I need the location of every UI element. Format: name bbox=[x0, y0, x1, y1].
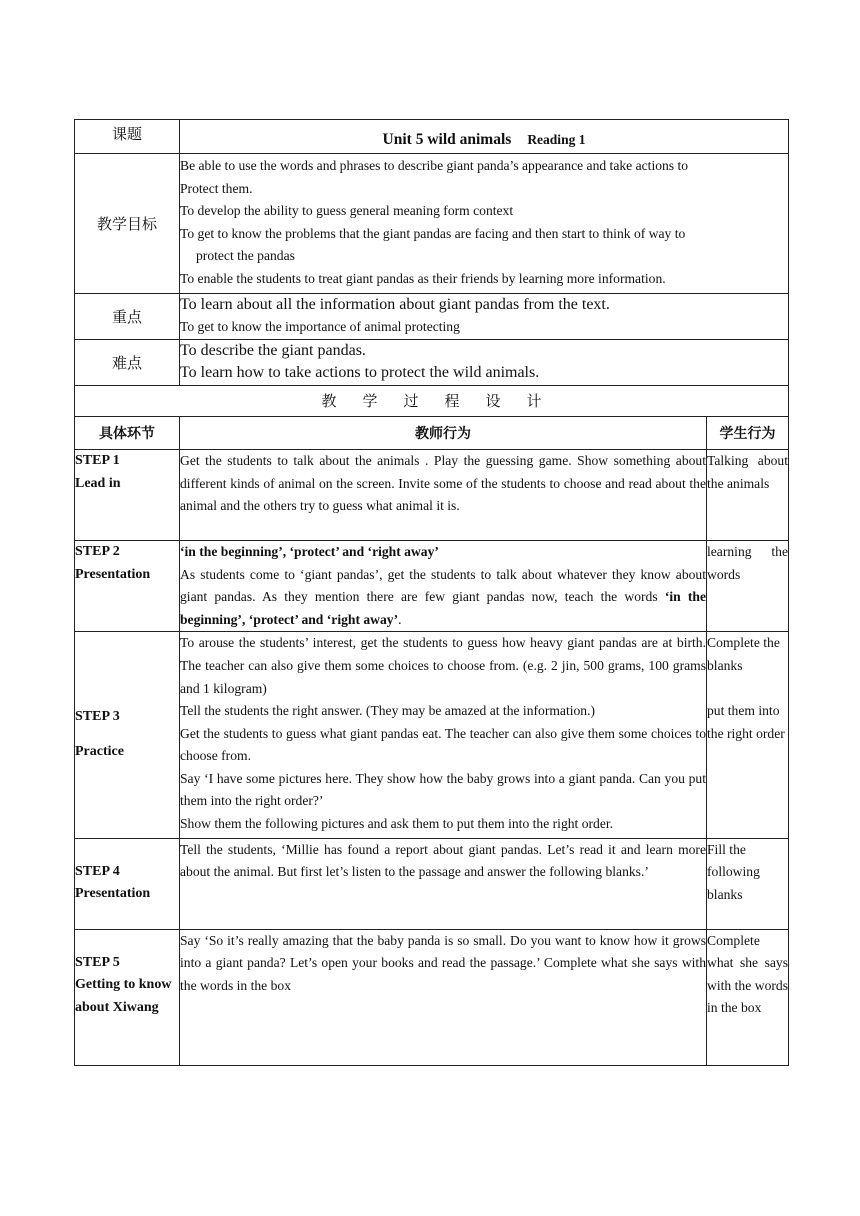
step-name: STEP 2 bbox=[75, 543, 120, 559]
key-points-row bbox=[75, 293, 789, 339]
student-activity-a: Complete the blanks bbox=[707, 635, 780, 673]
step-row bbox=[75, 449, 789, 540]
difficult-points-content bbox=[180, 339, 789, 385]
column-header-teacher: 教师行为 bbox=[180, 416, 707, 449]
step-name-cell bbox=[75, 838, 180, 929]
step-row bbox=[75, 540, 789, 631]
key-points-label: 重点 bbox=[75, 293, 180, 339]
objective-line: To get to know the problems that the giant pandas are facing and then start to think of way to bbox=[180, 225, 686, 241]
teacher-paragraph: Say ‘I have some pictures here. They show how the baby grows into a giant panda. Can you put them into the right order?’ bbox=[180, 770, 706, 809]
teacher-activity bbox=[180, 632, 707, 838]
step-name-cell bbox=[75, 632, 180, 838]
teacher-activity-end: . bbox=[398, 611, 402, 627]
objective-line: Be able to use the words and phrases to describe giant panda’s appearance and take actions to bbox=[180, 158, 689, 173]
key-point-line: To get to know the importance of animal protecting bbox=[180, 319, 460, 335]
student-activity: Talking about the animals bbox=[707, 449, 789, 540]
step-name: STEP 1 bbox=[75, 452, 120, 468]
column-header-student: 学生行为 bbox=[707, 416, 789, 449]
objectives-label: 教学目标 bbox=[75, 154, 180, 294]
column-header-row bbox=[75, 416, 789, 449]
student-activity bbox=[707, 632, 789, 838]
teacher-paragraph: Show them the following pictures and ask them to put them into the right order. bbox=[180, 816, 614, 832]
lesson-plan-table bbox=[74, 119, 789, 1066]
teacher-activity-keywords: ‘in the beginning’, ‘protect’ and ‘right away’ bbox=[180, 589, 707, 627]
teacher-activity bbox=[180, 540, 707, 631]
step-name: STEP 5 bbox=[75, 954, 120, 970]
topic-row bbox=[75, 120, 789, 154]
difficult-points-row bbox=[75, 339, 789, 385]
objectives-content bbox=[180, 154, 789, 294]
step-phase: Presentation bbox=[75, 566, 151, 582]
step-phase: Practice bbox=[75, 743, 124, 759]
lesson-title-text: Unit 5 wild animals bbox=[382, 130, 512, 148]
objective-line: To develop the ability to guess general meaning form context bbox=[180, 203, 514, 219]
column-header-step: 具体环节 bbox=[75, 416, 180, 449]
step-name: STEP 3 bbox=[75, 709, 120, 725]
lesson-title bbox=[180, 120, 789, 154]
difficult-point-line: To describe the giant pandas. bbox=[180, 341, 366, 359]
step-name-cell bbox=[75, 449, 180, 540]
step-row bbox=[75, 632, 789, 838]
student-activity: learning the words bbox=[707, 540, 789, 631]
teacher-activity: Get the students to talk about the animals . Play the guessing game. Show something about different kinds of animal on the screen. Invite some of the students to choose and read about the animal and the others try to guess what animal it is. bbox=[180, 449, 707, 540]
objectives-row bbox=[75, 154, 789, 294]
step-row bbox=[75, 838, 789, 929]
topic-label: 课题 bbox=[75, 120, 180, 154]
lesson-subtitle: Reading 1 bbox=[527, 131, 586, 147]
step-phase: Lead in bbox=[75, 475, 121, 491]
step-name-cell bbox=[75, 540, 180, 631]
student-activity: Complete what she says with the words in the box bbox=[707, 929, 789, 1065]
key-point-line: To learn about all the information about giant pandas from the text. bbox=[180, 295, 610, 313]
teacher-activity: Tell the students, ‘Millie has found a report about giant pandas. Let’s read it and learn more about the animal. But first let’s listen to the passage and answer the following blanks.’ bbox=[180, 838, 707, 929]
difficult-points-label: 难点 bbox=[75, 339, 180, 385]
step-name: STEP 4 bbox=[75, 863, 120, 879]
process-title: 教学过程设计 bbox=[75, 385, 789, 416]
student-activity: Fill the following blanks bbox=[707, 838, 789, 929]
step-row bbox=[75, 929, 789, 1065]
step-phase: Getting to know about Xiwang bbox=[75, 977, 172, 1015]
step-phase: Presentation bbox=[75, 886, 151, 902]
teacher-activity: Say ‘So it’s really amazing that the baby panda is so small. Do you want to know how it grows into a giant panda? Let’s open your books and read the passage.’ Complete what she says with the words in the box bbox=[180, 929, 707, 1065]
key-points-content bbox=[180, 293, 789, 339]
teacher-activity-heading: ‘in the beginning’, ‘protect’ and ‘right away’ bbox=[180, 543, 439, 559]
teacher-activity-body: As students come to ‘giant pandas’, get the students to talk about whatever they know about giant pandas. As they mention there are few giant pandas now, teach the words bbox=[180, 566, 706, 605]
difficult-point-line: To learn how to take actions to protect the wild animals. bbox=[180, 364, 540, 382]
process-title-row bbox=[75, 385, 789, 416]
student-activity-b: put them into the right order bbox=[707, 703, 785, 741]
step-name-cell bbox=[75, 929, 180, 1065]
teacher-paragraph: Tell the students the right answer. (They may be amazed at the information.) bbox=[180, 703, 596, 719]
objective-line: Protect them. bbox=[180, 180, 253, 196]
objective-line: protect the pandas bbox=[196, 248, 295, 264]
teacher-paragraph: To arouse the students’ interest, get the students to guess how heavy giant pandas are at birth. The teacher can also give them some choices to choose from. (e.g. 2 jin, 500 grams, 100 grams and 1 kilogram) bbox=[180, 635, 706, 696]
teacher-paragraph: Get the students to guess what giant pandas eat. The teacher can also give them some choices to choose from. bbox=[180, 725, 706, 764]
objective-line: To enable the students to treat giant pandas as their friends by learning more information. bbox=[180, 270, 666, 286]
teacher-activity-text bbox=[180, 564, 706, 632]
